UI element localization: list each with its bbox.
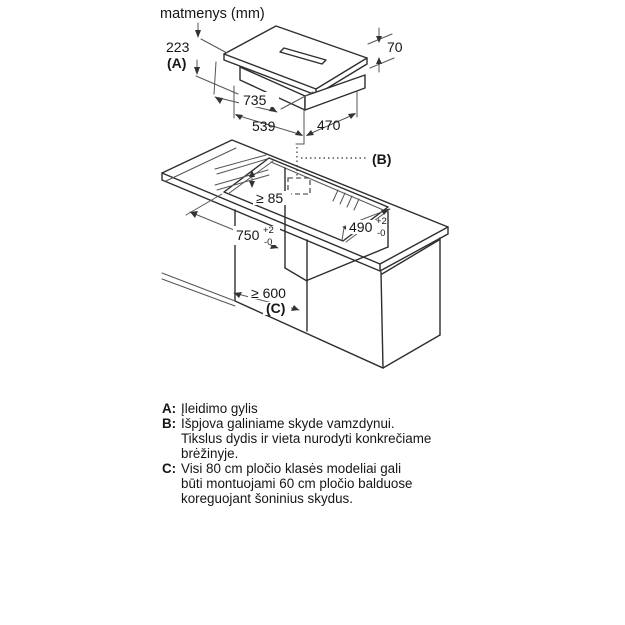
dim-min-cabinet-depth <box>234 285 300 316</box>
footnotes <box>162 401 464 506</box>
note-b-line: Tikslus dydis ir vieta nurodyti konkrečiame <box>181 431 432 446</box>
dim-label-750-sup: +2 <box>263 225 274 236</box>
note-c-line: Visi 80 cm pločio klasės modeliai gali <box>181 461 402 476</box>
dim-label-490-sup: +2 <box>376 216 387 227</box>
dim-label-470: 470 <box>317 117 341 133</box>
dim-key-C: (C) <box>266 300 286 316</box>
dim-label-70: 70 <box>387 39 403 55</box>
dim-label-735: 735 <box>243 92 267 108</box>
worktop-diagram <box>162 140 448 368</box>
dim-insert-depth <box>166 23 238 94</box>
note-a-line: Įleidimo gylis <box>181 401 258 416</box>
note-a-key: A: <box>162 401 177 416</box>
note-c <box>162 461 464 506</box>
dim-label-223: 223 <box>166 39 190 55</box>
note-b-key: B: <box>162 416 177 431</box>
note-b <box>162 416 464 461</box>
note-c-key: C: <box>162 461 177 476</box>
dim-label-750-sub: -0 <box>264 237 273 248</box>
pipe-cutout-dashed-rect <box>288 178 310 194</box>
worktop-top-face <box>162 140 448 264</box>
dim-label-750: 750 <box>236 227 260 243</box>
note-c-line: būti montuojami 60 cm pločio balduose <box>181 476 413 491</box>
note-a <box>162 401 464 416</box>
dim-label-490-sub: -0 <box>377 228 386 239</box>
note-b-line: Išpjova galiniame skyde vamzdynui. <box>181 416 395 431</box>
note-c-line: koreguojant šoninius skydus. <box>181 491 353 506</box>
dim-label-85: ≥ 85 <box>256 190 284 206</box>
dim-key-B: (B) <box>372 151 392 167</box>
hob-diagram <box>166 23 403 144</box>
dim-label-490: 490 <box>349 219 373 235</box>
dim-label-600: ≥ 600 <box>251 285 286 301</box>
page-title: matmenys (mm) <box>160 6 265 22</box>
dim-height <box>368 28 403 72</box>
dim-key-A: (A) <box>167 55 187 71</box>
note-b-line: brėžinyje. <box>181 446 239 461</box>
dim-label-539: 539 <box>252 118 276 134</box>
